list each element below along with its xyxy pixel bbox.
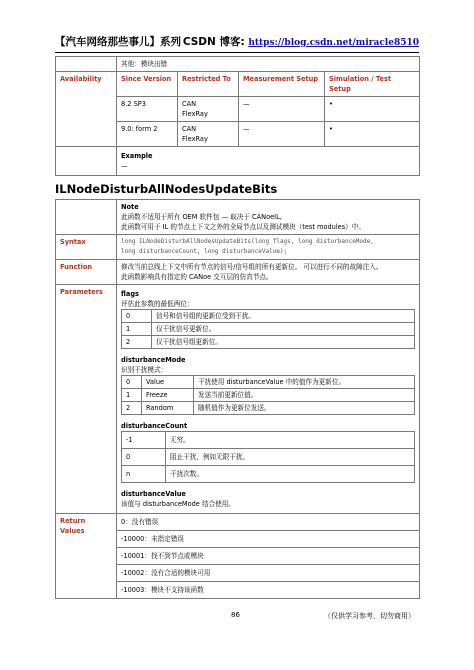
measurement-cell: — [239,97,325,122]
availability-table [55,56,420,176]
table-row: 0 信号和信号组的更新位受到干扰。 [122,310,415,323]
flags-table [121,309,415,349]
function-label: Function [56,260,117,285]
blog-link[interactable]: https://blog.csdn.net/miracle8510 [248,38,419,48]
table-row: 1 仅干扰信号更新位。 [122,323,415,336]
return-value: -10003：模块不支持该函数 [117,582,420,599]
blog-reference [183,34,419,49]
disturbance-mode-table [121,375,415,415]
col-since-version: Since Version [117,72,178,97]
return-value: -10002：没有合适的模块可用 [117,565,420,582]
parameters-cell: flags 评估此参数的最低两位： 0 信号和信号组的更新位受到干扰。 1 仅干扰信号更新位。 2 仅干扰信号组更新位。 disturbanceMode 识别干扰模式： 0 Value 干扰使用 disturbanceValue 中的值作为更新位。 1 Freeze 发送当前更新位值。 2 Random 随机值作为更新位发送。 disturbanceCount -1 无穷。 0 阻止干扰，例如无限干扰。 n 干扰次数。 disturbanceValue 该值与 disturbanceMode 结合使用。 [117,285,420,514]
table-row: 1 Freeze 发送当前更新位值。 [122,389,415,402]
availability-label: Availability [56,72,117,147]
blog-prefix: CSDN 博客: [182,36,249,48]
table-row: -1 无穷。 [122,432,415,449]
restricted-cell: CAN FlexRay [178,97,239,122]
return-value: -10000：未指定错误 [117,531,420,548]
version-cell: 8.2 SP3 [117,97,178,122]
simulation-cell: • [325,122,420,147]
table-row: 0 Value 干扰使用 disturbanceValue 中的值作为更新位。 [122,376,415,389]
version-cell: 9.0: form 2 [117,122,178,147]
return-value: 0：没有错误 [117,514,420,531]
return-value: -10001：找不到节点或模块 [117,548,420,565]
simulation-cell: • [325,97,420,122]
parameters-label: Parameters [56,285,117,514]
example-cell [117,147,420,176]
col-measurement-setup: Measurement Setup [239,72,325,97]
footer-note: （仅供学习参考，切勿商用） [324,612,415,620]
table-row: 0 阻止干扰，例如无限干扰。 [122,449,415,466]
syntax-cell: long ILNodeDisturbAllNodesUpdateBits(long flags, long disturbanceMode, long disturbanceCount, long disturbanceValue); [117,235,420,260]
syntax-label: Syntax [56,235,117,260]
disturbance-count-table [121,431,415,483]
page-number: 86 [231,611,240,619]
col-restricted-to: Restricted To [178,72,239,97]
header-divider [55,52,419,53]
function-cell: 修改当前总线上下文中所有节点的信号/信号组的所有更新位。 可以进行不同的故障注入。 此函数影响具有指定的 CANoe 交互层的仿真节点。 [117,260,420,285]
note-label: Note [121,203,139,211]
series-title: 【汽车网络那些事儿】系列 [55,36,181,48]
function-table [55,199,420,599]
example-label: Example [121,152,153,160]
measurement-cell: — [239,122,325,147]
table-row: n 干扰次数。 [122,466,415,483]
page-header [55,34,419,52]
table-row: 2 Random 随机值作为更新位发送。 [122,402,415,415]
example-value: — [121,162,128,170]
param-disturbance-count: disturbanceCount [121,422,188,430]
function-title: ILNodeDisturbAllNodesUpdateBits [55,182,278,196]
table-row: 2 仅干扰信号组更新位。 [122,336,415,349]
return-values-label: Return Values [56,514,117,599]
param-disturbance-mode: disturbanceMode [121,356,186,364]
note-cell: Note 此函数不适用于所有 OEM 软件包 — 取决于 CANoeIL。 此函数可用于 IL 的节点上下文之外的全局节点以及测试模块（test modules）中。 [117,200,420,235]
param-flags: flags [121,290,139,298]
restricted-cell: CAN FlexRay [178,122,239,147]
param-disturbance-value: disturbanceValue [121,490,186,498]
other-text: 其他：模块出错 [117,57,420,72]
col-simulation-setup: Simulation / Test Setup [325,72,420,97]
